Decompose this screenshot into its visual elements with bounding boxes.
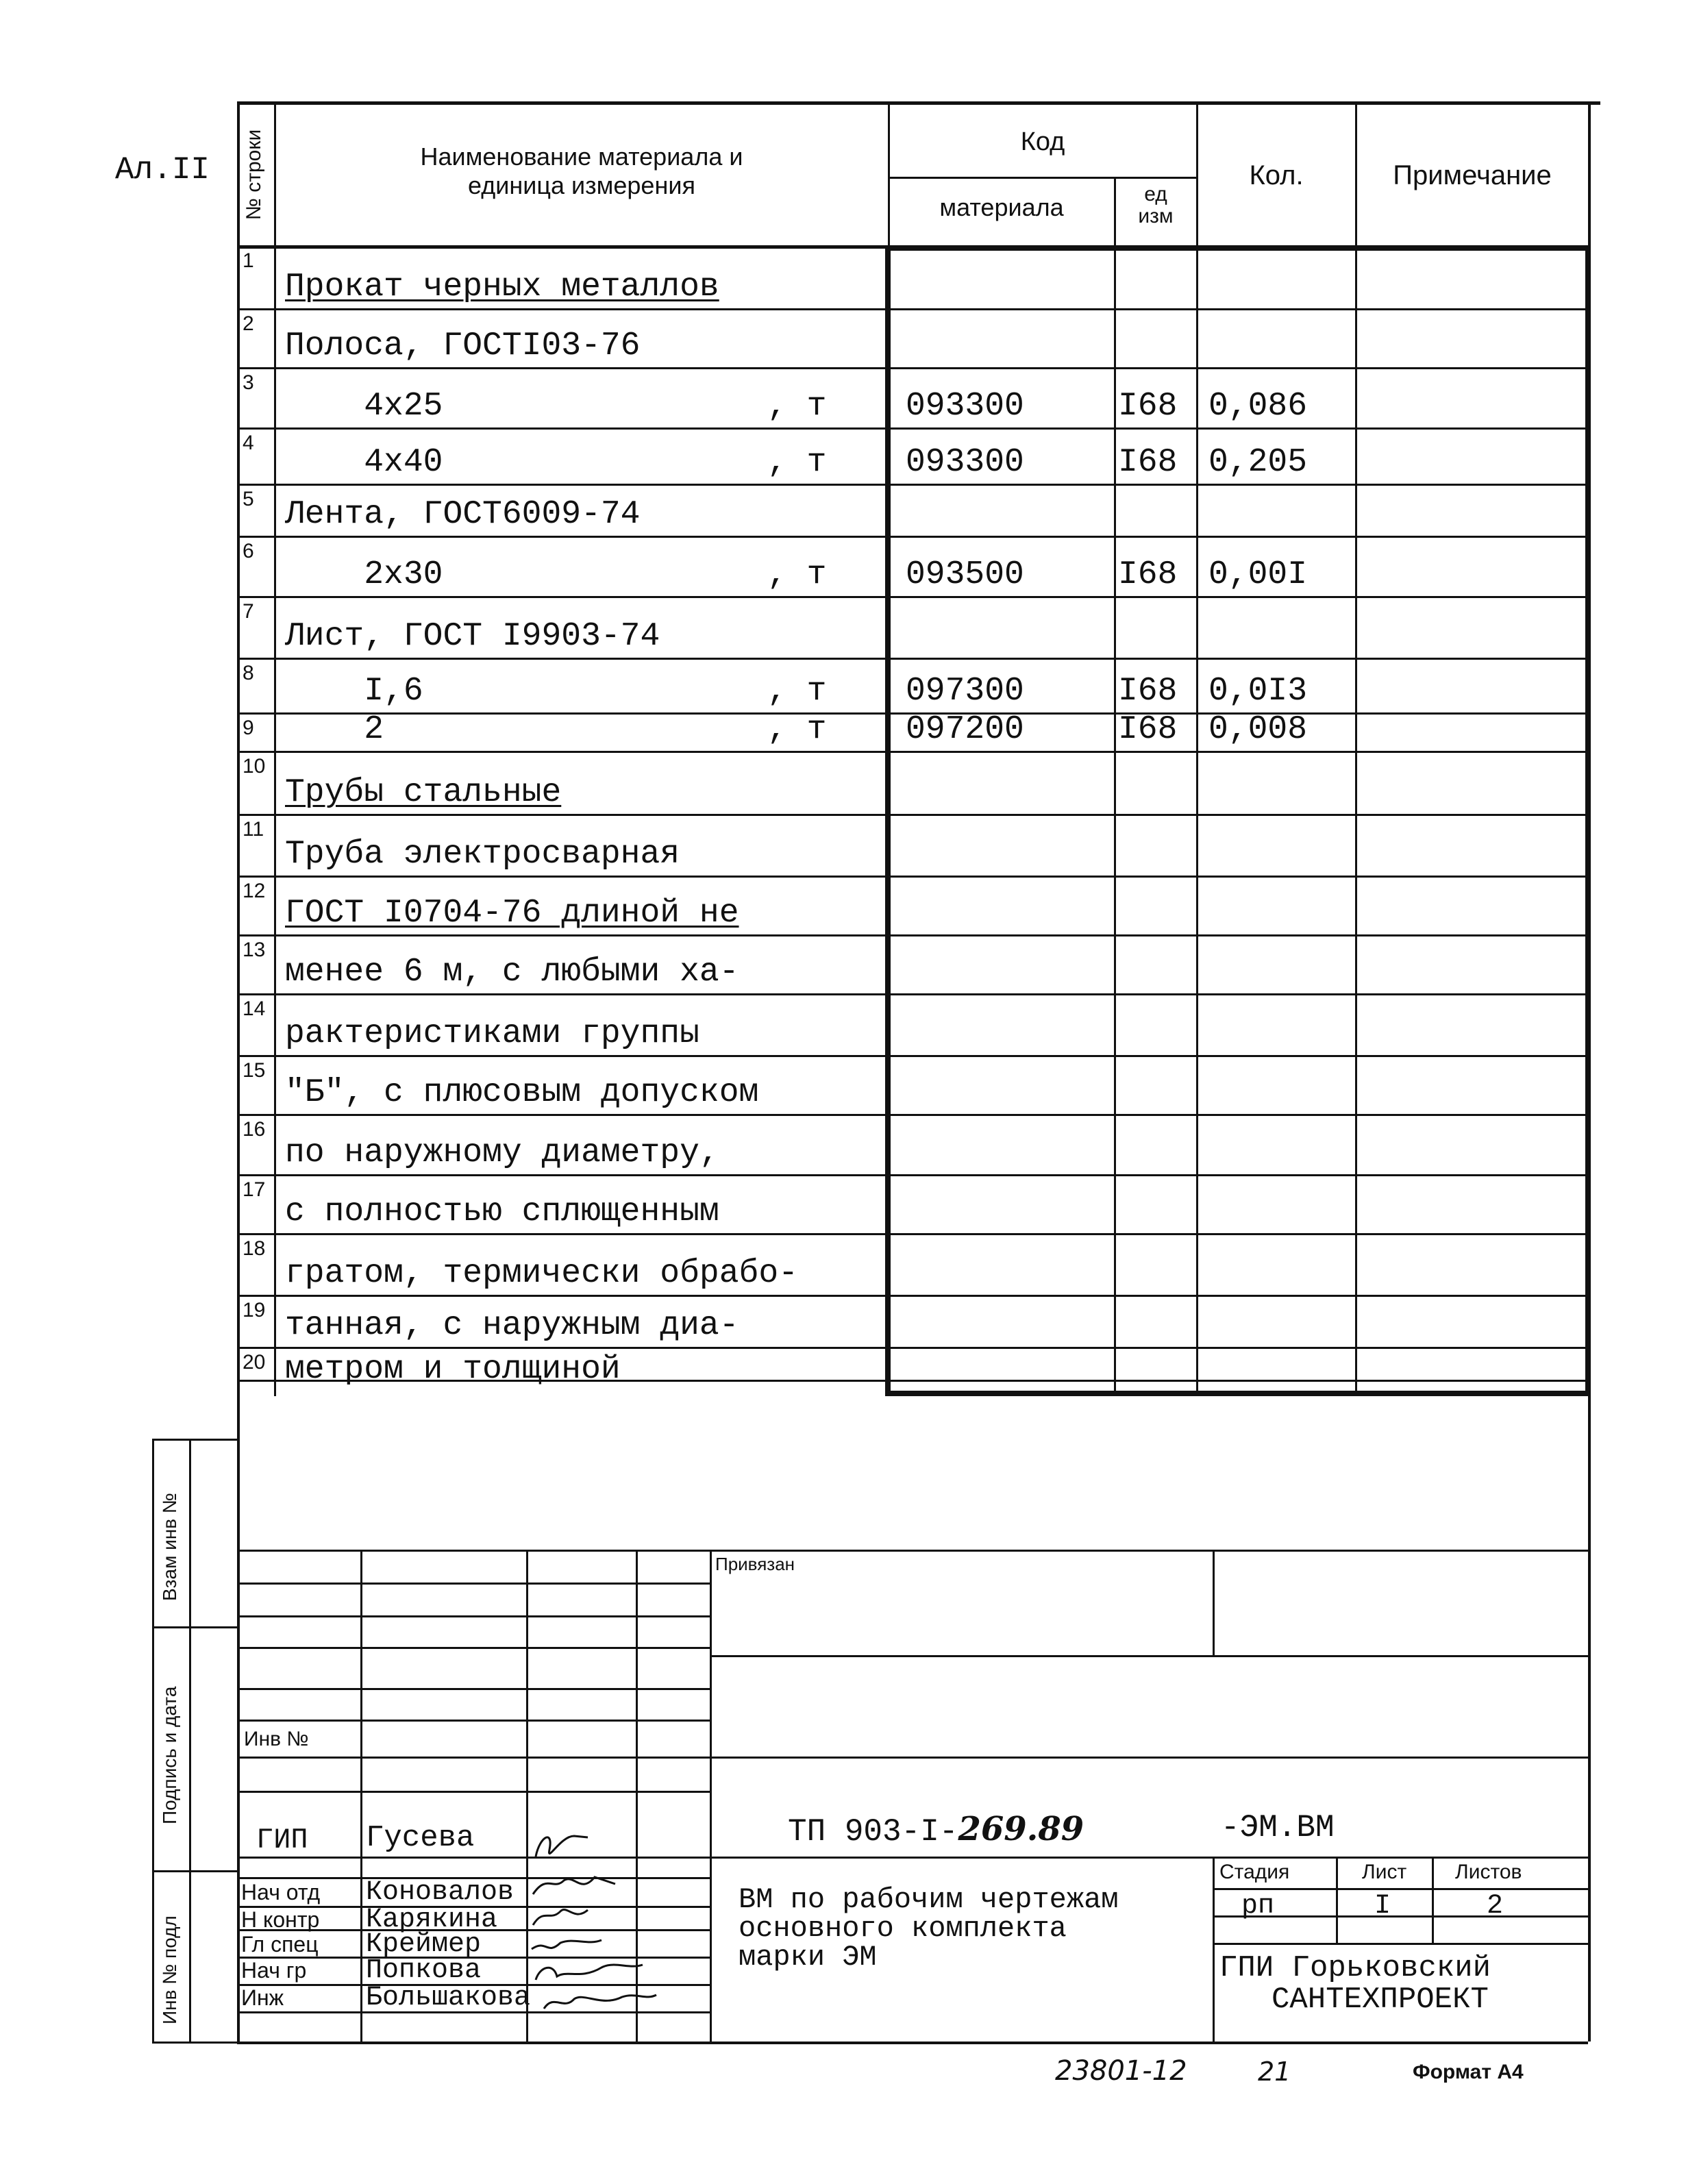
sheet-value: I	[1374, 1891, 1391, 1922]
row-unit-code	[1118, 245, 1193, 308]
row-number: 16	[243, 1118, 266, 1141]
sheets-value: 2	[1487, 1891, 1504, 1922]
side-label-inv-podl: Инв № подл	[159, 1915, 180, 2024]
header-note: Примечание	[1393, 160, 1552, 190]
org-line2: САНТЕХПРОЕКТ	[1272, 1983, 1489, 2017]
row-unit-code	[1118, 934, 1193, 993]
row-unit	[767, 1295, 884, 1347]
row-name: "Б", с плюсовым допуском	[285, 1074, 759, 1111]
header-unit-line1: ед	[1144, 183, 1167, 206]
row-name: метром и толщиной	[285, 1351, 621, 1388]
header-name-line2: единица измерения	[468, 171, 695, 199]
header-qty: Кол.	[1249, 160, 1304, 190]
header-name-line1: Наименование материала и	[420, 142, 743, 171]
row-quantity: 0,086	[1208, 388, 1308, 425]
row-material-code	[906, 308, 1111, 367]
row-unit	[767, 1174, 884, 1233]
row-material-code	[906, 1233, 1111, 1295]
row-quantity: 0,00I	[1208, 556, 1308, 593]
staff-role: Инж	[241, 1985, 284, 2010]
staff-name: Коновалов	[366, 1877, 514, 1908]
row-name: Лист, ГОСТ I9903-74	[285, 618, 660, 655]
row-unit	[767, 245, 884, 308]
staff-role: Гл спец	[241, 1932, 319, 1957]
row-unit	[767, 1347, 884, 1391]
staff-name: Креймер	[366, 1929, 482, 1960]
row-number: 18	[243, 1237, 266, 1260]
doc-title-line2: основного комплекта	[739, 1912, 1067, 1945]
row-name: Труба электросварная	[285, 836, 680, 873]
doc-code-prefix: ТП 903-I-	[788, 1814, 958, 1850]
header-unit-line2: изм	[1138, 205, 1174, 227]
row-material-code: 097200	[906, 711, 1024, 748]
row-name: I,6	[285, 673, 423, 710]
row-unit	[767, 1055, 884, 1114]
row-number: 12	[243, 880, 266, 902]
row-number: 8	[243, 662, 254, 684]
row-quantity	[1208, 1055, 1352, 1114]
header-row-no: № строки	[243, 129, 265, 221]
row-quantity	[1208, 1174, 1352, 1233]
row-unit: , т	[767, 556, 827, 593]
row-name: по наружному диаметру,	[285, 1134, 719, 1171]
row-quantity	[1208, 876, 1352, 934]
doc-title-line1: ВМ по рабочим чертежам	[739, 1883, 1119, 1916]
archive-number: 23801-12	[1055, 2055, 1187, 2087]
row-unit	[767, 1233, 884, 1295]
row-name: гратом, термически обрабо-	[285, 1255, 798, 1292]
row-quantity	[1208, 308, 1352, 367]
row-name: ГОСТ I0704-76 длиной не	[285, 895, 739, 932]
doc-code-suffix: -ЭМ.ВМ	[1221, 1810, 1335, 1846]
row-unit	[767, 596, 884, 658]
row-number: 17	[243, 1178, 266, 1201]
staff-role: ГИП	[256, 1824, 308, 1857]
row-unit: , т	[767, 388, 827, 425]
row-quantity: 0,205	[1208, 444, 1308, 481]
header-material: материала	[939, 193, 1064, 221]
header-code: Код	[1020, 127, 1065, 156]
row-unit-code	[1118, 1114, 1193, 1174]
row-material-code	[906, 1055, 1111, 1114]
row-number: 4	[243, 432, 254, 454]
doc-title	[739, 1885, 1119, 1972]
row-material-code	[906, 993, 1111, 1055]
row-unit-code: I68	[1118, 673, 1178, 710]
row-number: 19	[243, 1299, 266, 1321]
row-material-code	[906, 814, 1111, 876]
row-name: менее 6 м, с любыми ха-	[285, 954, 739, 991]
row-unit-code	[1118, 1233, 1193, 1295]
row-name: Полоса, ГОСТI03-76	[285, 327, 641, 364]
row-unit-code	[1118, 484, 1193, 536]
doc-code-hand: 269.89	[958, 1810, 1084, 1848]
row-unit-code	[1118, 596, 1193, 658]
row-number: 6	[243, 540, 254, 562]
row-number: 2	[243, 312, 254, 335]
inv-no-label: Инв №	[244, 1728, 309, 1750]
header-name	[277, 142, 886, 200]
row-material-code	[906, 1114, 1111, 1174]
staff-name: Гусева	[366, 1821, 475, 1855]
row-unit-code	[1118, 814, 1193, 876]
row-quantity	[1208, 993, 1352, 1055]
side-label-podpis: Подпись и дата	[159, 1686, 180, 1824]
doc-title-line3: марки ЭМ	[739, 1941, 877, 1974]
row-unit-code: I68	[1118, 556, 1178, 593]
row-material-code	[906, 751, 1111, 814]
row-quantity	[1208, 1347, 1352, 1391]
row-quantity	[1208, 245, 1352, 308]
row-material-code	[906, 934, 1111, 993]
sheet-label-tb: Лист	[1362, 1861, 1407, 1883]
privyazan-label: Привязан	[715, 1554, 795, 1574]
row-number: 7	[243, 600, 254, 623]
sheet-label: Ал.II	[115, 152, 210, 188]
row-quantity: 0,008	[1208, 711, 1308, 748]
row-name: Трубы стальные	[285, 774, 562, 811]
row-unit-code	[1118, 308, 1193, 367]
page-number: 21	[1258, 2057, 1291, 2087]
row-name: 2	[285, 711, 384, 748]
row-unit	[767, 876, 884, 934]
row-unit	[767, 814, 884, 876]
row-material-code	[906, 1295, 1111, 1347]
row-unit	[767, 934, 884, 993]
row-unit-code	[1118, 1347, 1193, 1391]
row-material-code	[906, 1174, 1111, 1233]
row-material-code: 093300	[906, 444, 1024, 481]
row-unit-code	[1118, 993, 1193, 1055]
org-line1: ГПИ Горьковский	[1219, 1951, 1491, 1985]
document-code	[788, 1810, 1084, 1850]
row-unit: , т	[767, 711, 827, 748]
row-unit	[767, 484, 884, 536]
row-quantity	[1208, 1295, 1352, 1347]
row-name: 2x30	[285, 556, 443, 593]
sheets-label: Листов	[1455, 1861, 1522, 1883]
stage-label: Стадия	[1219, 1861, 1290, 1883]
row-quantity	[1208, 484, 1352, 536]
row-unit	[767, 1114, 884, 1174]
row-material-code: 093500	[906, 556, 1024, 593]
row-quantity	[1208, 934, 1352, 993]
row-unit-code	[1118, 1295, 1193, 1347]
row-quantity	[1208, 751, 1352, 814]
row-material-code: 093300	[906, 388, 1024, 425]
row-number: 9	[243, 717, 254, 739]
row-material-code: 097300	[906, 673, 1024, 710]
signatures	[526, 1809, 663, 2048]
row-number: 11	[243, 818, 264, 841]
row-unit-code: I68	[1118, 388, 1178, 425]
row-name: рактеристиками группы	[285, 1015, 699, 1052]
row-unit: , т	[767, 444, 827, 481]
stage-value: рп	[1241, 1891, 1275, 1922]
format-label: Формат А4	[1413, 2061, 1524, 2083]
row-number: 10	[243, 755, 266, 778]
row-unit-code: I68	[1118, 711, 1178, 748]
staff-role: Н контр	[241, 1907, 320, 1932]
row-number: 3	[243, 371, 254, 394]
row-material-code	[906, 245, 1111, 308]
row-name: танная, с наружным диа-	[285, 1307, 739, 1344]
row-name: 4x25	[285, 388, 443, 425]
row-quantity	[1208, 1114, 1352, 1174]
header-unit	[1117, 184, 1195, 227]
row-unit: , т	[767, 673, 827, 710]
row-name: с полностью сплющенным	[285, 1193, 719, 1230]
row-number: 15	[243, 1059, 266, 1082]
row-material-code	[906, 596, 1111, 658]
row-name: 4x40	[285, 444, 443, 481]
row-material-code	[906, 484, 1111, 536]
row-unit-code	[1118, 876, 1193, 934]
row-unit	[767, 751, 884, 814]
row-name: Лента, ГОСТ6009-74	[285, 496, 641, 533]
row-number: 14	[243, 997, 266, 1020]
side-label-vzam: Взам инв №	[159, 1493, 180, 1601]
row-material-code	[906, 876, 1111, 934]
row-quantity	[1208, 1233, 1352, 1295]
row-unit-code	[1118, 1174, 1193, 1233]
row-unit-code	[1118, 1055, 1193, 1114]
staff-role: Нач отд	[241, 1880, 321, 1904]
row-quantity: 0,0I3	[1208, 673, 1308, 710]
row-unit	[767, 308, 884, 367]
row-number: 5	[243, 488, 254, 510]
row-number: 20	[243, 1351, 266, 1374]
staff-name: Большакова	[366, 1983, 531, 2013]
row-number: 13	[243, 939, 266, 961]
staff-name: Попкова	[366, 1955, 482, 1986]
row-unit-code: I68	[1118, 444, 1178, 481]
staff-role: Нач гр	[241, 1958, 307, 1983]
row-number: 1	[243, 249, 254, 272]
row-quantity	[1208, 596, 1352, 658]
row-name: Прокат черных металлов	[285, 269, 719, 306]
row-material-code	[906, 1347, 1111, 1391]
staff-name: Карякина	[366, 1904, 498, 1935]
row-unit	[767, 993, 884, 1055]
row-quantity	[1208, 814, 1352, 876]
row-unit-code	[1118, 751, 1193, 814]
